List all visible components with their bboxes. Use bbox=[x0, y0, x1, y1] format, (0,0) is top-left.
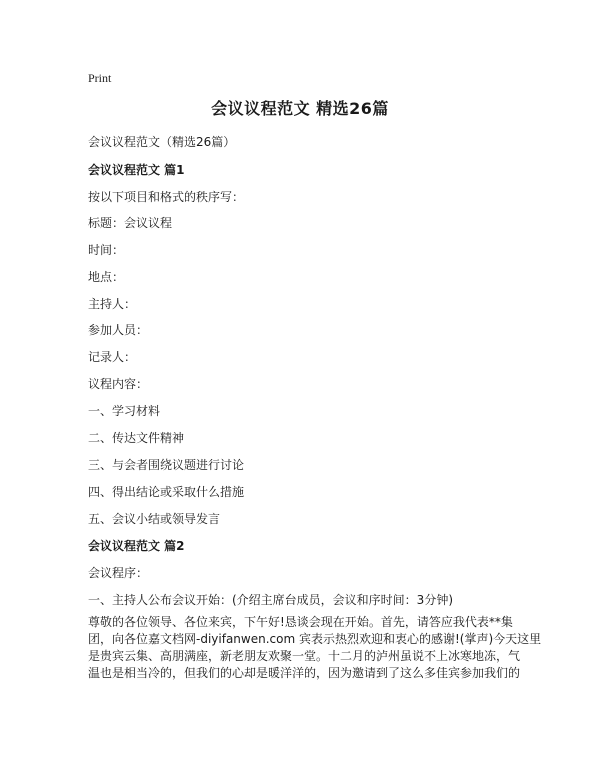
section2-paragraph bbox=[88, 614, 542, 682]
field-recorder: 记录人： bbox=[88, 350, 137, 364]
paragraph-line: 温也是相当冷的，但我们的心却是暖洋洋的，因为邀请到了这么多佳宾参加我们的 bbox=[88, 666, 521, 680]
agenda-item: 一、学习材料 bbox=[88, 404, 161, 418]
agenda-item: 三、与会者围绕议题进行讨论 bbox=[88, 458, 245, 472]
field-location: 地点： bbox=[88, 270, 125, 284]
agenda-item: 四、得出结论或采取什么措施 bbox=[88, 485, 245, 499]
section2-intro: 会议程序： bbox=[88, 566, 149, 580]
agenda-item: 五、会议小结或领导发言 bbox=[88, 512, 221, 526]
field-host: 主持人： bbox=[88, 297, 137, 311]
section2-heading: 会议议程范文 篇2 bbox=[88, 539, 185, 553]
paragraph-line: 尊敬的各位领导、各位来宾，下午好!恳谈会现在开始。首先，请答应我代表**集 bbox=[88, 615, 513, 629]
section1-intro: 按以下项目和格式的秩序写： bbox=[88, 190, 245, 204]
section2-step1: 一、主持人公布会议开始：(介绍主席台成员，会议和序时间：3分钟) bbox=[88, 593, 454, 607]
paragraph-line: 是贵宾云集、高朋满座，新老朋友欢聚一堂。十二月的泸州虽说不上冰寒地冻，气 bbox=[88, 649, 521, 663]
section1-heading: 会议议程范文 篇1 bbox=[88, 163, 185, 177]
field-time: 时间： bbox=[88, 243, 125, 257]
paragraph-line: 团，向各位嘉文档网-diyifanwen.com 宾表示热烈欢迎和衷心的感谢!(掌声)今天这里 bbox=[88, 632, 542, 646]
document-title: 会议议程范文 精选26篇 bbox=[211, 99, 389, 118]
document-subtitle: 会议议程范文（精选26篇） bbox=[88, 135, 236, 149]
agenda-item: 二、传达文件精神 bbox=[88, 431, 185, 445]
field-content: 议程内容： bbox=[88, 377, 149, 391]
print-label: Print bbox=[88, 71, 112, 85]
field-title: 标题：会议议程 bbox=[88, 216, 173, 230]
field-participants: 参加人员： bbox=[88, 323, 149, 337]
